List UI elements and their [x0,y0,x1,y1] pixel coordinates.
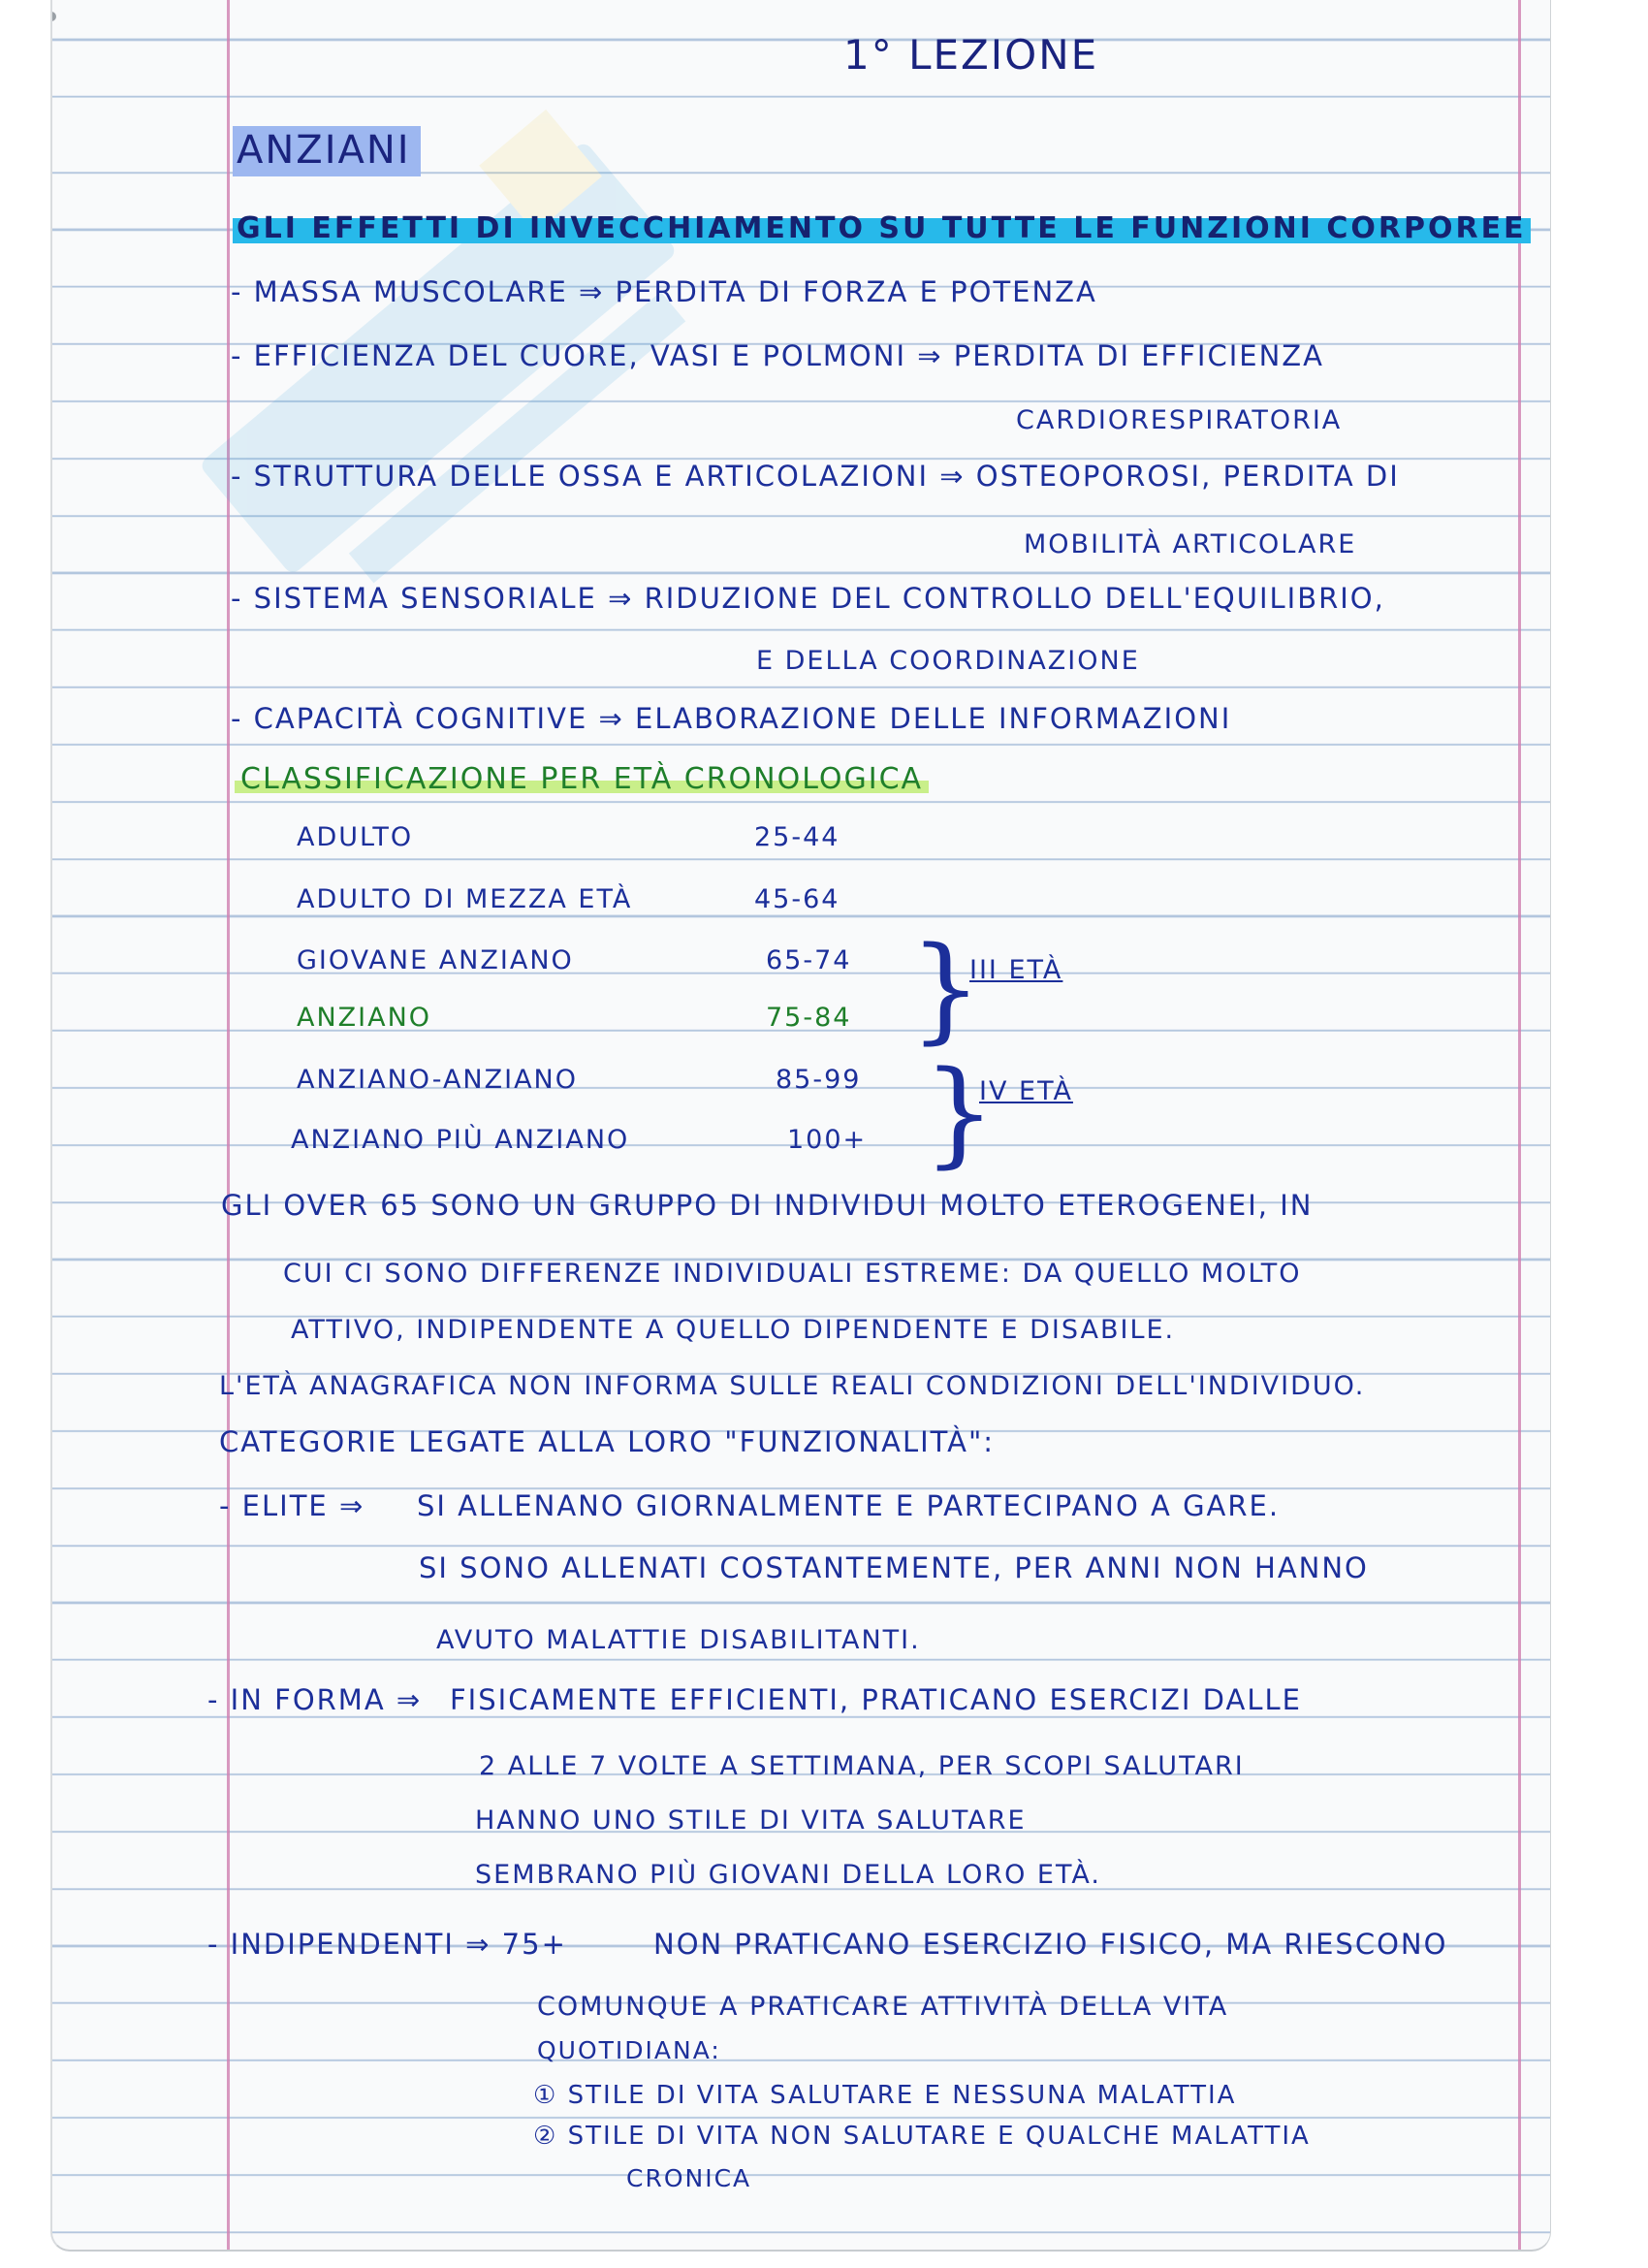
age-label: ANZIANO-ANZIANO [297,1065,578,1095]
age-label: ANZIANO PIÙ ANZIANO [291,1125,630,1155]
effect-item-cont: CARDIORESPIRATORIA [1016,405,1343,435]
age-group-third: III ETÀ [969,955,1063,985]
over65-line: GLI OVER 65 SONO UN GRUPPO DI INDIVIDUI MOLTO ETEROGENEI, IN [221,1189,1314,1222]
brace-symbol: } [923,1045,997,1179]
binding-hole [50,12,56,21]
classification-title: CLASSIFICAZIONE PER ETÀ CRONOLOGICA [235,762,929,796]
indipendenti-line: ② STILE DI VITA NON SALUTARE E QUALCHE MALATTIA [533,2122,1311,2151]
age-range: 25-44 [754,822,840,852]
indipendenti-line: COMUNQUE A PRATICARE ATTIVITÀ DELLA VITA [537,1992,1229,2022]
indipendenti-line: NON PRATICANO ESERCIZIO FISICO, MA RIESCONO [653,1928,1448,1961]
effect-item: - SISTEMA SENSORIALE ⇒ RIDUZIONE DEL CONTROLLO DELL'EQUILIBRIO, [231,582,1385,615]
effects-subheading: GLI EFFETTI DI INVECCHIAMENTO SU TUTTE LE FUNZIONI CORPOREE [233,211,1531,245]
informa-line: FISICAMENTE EFFICIENTI, PRATICANO ESERCIZI DALLE [450,1683,1302,1716]
age-label: ADULTO [297,822,414,852]
elite-line: SI SONO ALLENATI COSTANTEMENTE, PER ANNI NON HANNO [419,1551,1369,1584]
informa-line: SEMBRANO PIÙ GIOVANI DELLA LORO ETÀ. [475,1860,1101,1890]
age-label: GIOVANE ANZIANO [297,945,574,975]
indipendenti-label: - INDIPENDENTI ⇒ 75+ [207,1928,567,1961]
over65-line: ATTIVO, INDIPENDENTE A QUELLO DIPENDENTE E DISABILE. [291,1315,1176,1345]
anagrafica-note: L'ETÀ ANAGRAFICA NON INFORMA SULLE REALI CONDIZIONI DELL'INDIVIDUO. [219,1371,1366,1401]
over65-line: CUI CI SONO DIFFERENZE INDIVIDUALI ESTREME: DA QUELLO MOLTO [283,1259,1302,1289]
age-label: ADULTO DI MEZZA ETÀ [297,884,633,914]
age-label: ANZIANO [297,1003,432,1033]
informa-line: HANNO UNO STILE DI VITA SALUTARE [475,1805,1027,1836]
informa-line: 2 ALLE 7 VOLTE A SETTIMANA, PER SCOPI SALUTARI [479,1751,1245,1781]
age-group-fourth: IV ETÀ [979,1076,1073,1106]
effect-item: - MASSA MUSCOLARE ⇒ PERDITA DI FORZA E POTENZA [231,275,1097,308]
elite-line: AVUTO MALATTIE DISABILITANTI. [436,1625,921,1655]
age-range: 45-64 [754,884,840,914]
indipendenti-line: ① STILE DI VITA SALUTARE E NESSUNA MALATTIA [533,2081,1237,2110]
categories-title: CATEGORIE LEGATE ALLA LORO "FUNZIONALITÀ": [219,1425,996,1458]
indipendenti-line: QUOTIDIANA: [537,2036,721,2064]
age-range: 75-84 [766,1003,852,1033]
elite-line: SI ALLENANO GIORNALMENTE E PARTECIPANO A GARE. [417,1489,1281,1522]
age-range: 85-99 [776,1065,862,1095]
right-margin-line [1518,0,1521,2250]
informa-label: - IN FORMA ⇒ [207,1683,423,1716]
effect-item: - CAPACITÀ COGNITIVE ⇒ ELABORAZIONE DELLE INFORMAZIONI [231,702,1232,735]
effect-item: - STRUTTURA DELLE OSSA E ARTICOLAZIONI ⇒ OSTEOPOROSI, PERDITA DI [231,460,1400,493]
age-range: 100+ [787,1125,868,1155]
effect-item-cont: E DELLA COORDINAZIONE [756,646,1140,676]
age-range: 65-74 [766,945,852,975]
elite-label: - ELITE ⇒ [219,1489,365,1522]
indipendenti-line: CRONICA [626,2164,752,2192]
brace-symbol: } [909,921,983,1055]
effect-item-cont: MOBILITÀ ARTICOLARE [1024,529,1357,559]
page-title: 1° LEZIONE [843,31,1099,79]
effect-item: - EFFICIENZA DEL CUORE, VASI E POLMONI ⇒ PERDITA DI EFFICIENZA [231,339,1324,372]
left-margin-line [227,0,230,2250]
section-heading: ANZIANI [233,126,421,176]
